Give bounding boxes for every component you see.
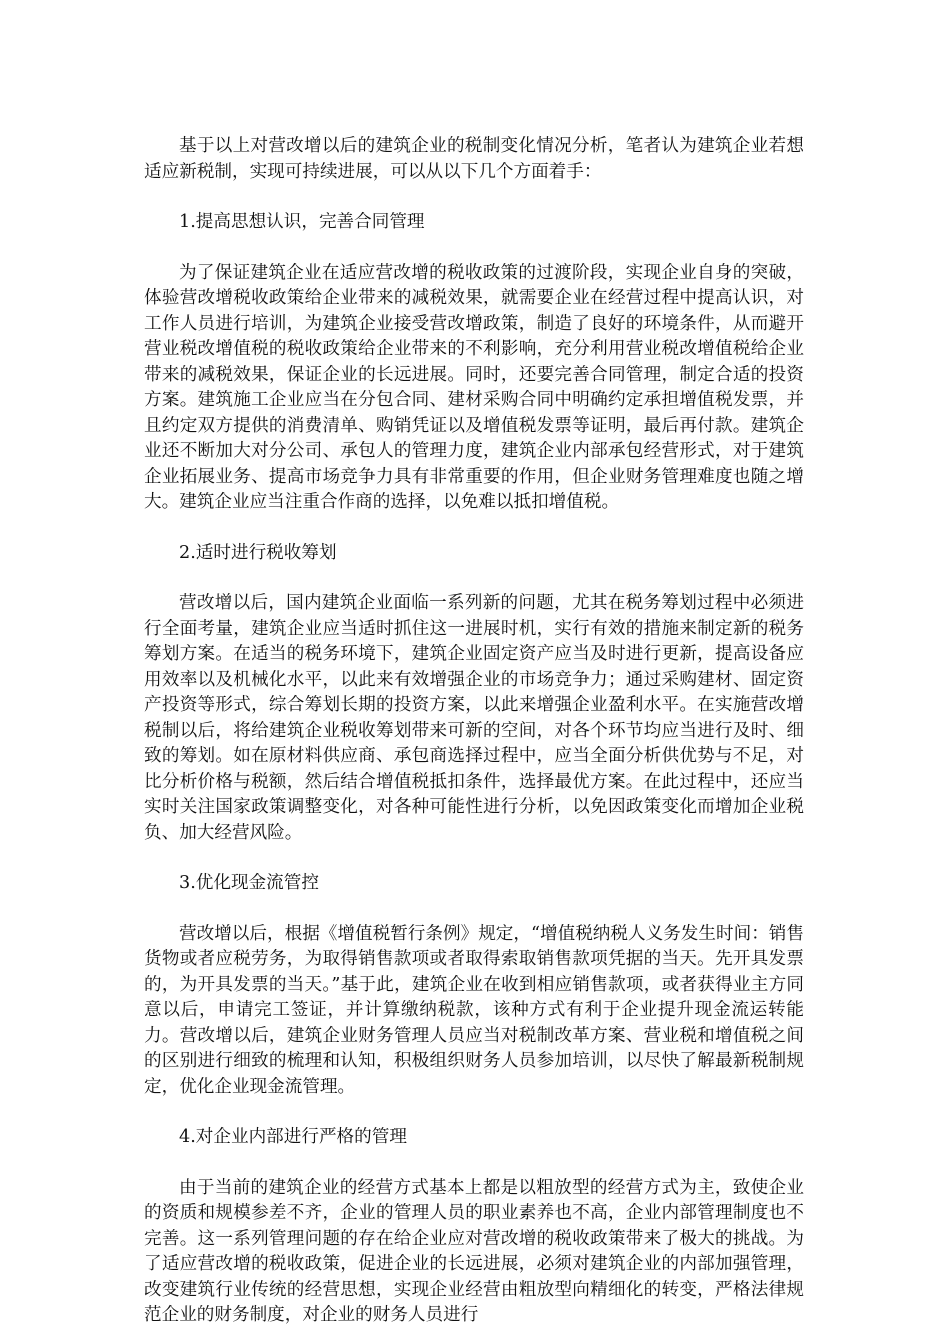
section-heading-2: 2.适时进行税收筹划 bbox=[179, 542, 337, 563]
spacer bbox=[144, 566, 804, 591]
document-page bbox=[144, 134, 804, 1329]
section-body-1: 为了保证建筑企业在适应营改增的税收政策的过渡阶段，实现企业自身的突破，体验营改增税收政策给企业带来的减税效果，就需要企业在经营过程中提高认识，对工作人员进行培训，为建筑企业接受营改增政策，制造了良好的环境条件，从而避开营业税改增值税的税收政策给企业带来的不利影响，充分利用营业税改增值税给企业带来的减税效果，保证企业的长远进展。同时，还要完善合同管理，制定合适的投资方案。建筑施工企业应当在分包合同、建材采购合同中明确约定承担增值税发票，并且约定双方提供的消费清单、购销凭证以及增值税发票等证明，最后再付款。建筑企业还不断加大对分公司、承包人的管理力度，建筑企业内部承包经营形式，对于建筑企业拓展业务、提高市场竞争力具有非常重要的作用，但企业财务管理难度也随之增大。建筑企业应当注重合作商的选择，以免难以抵扣增值税。 bbox=[144, 262, 804, 512]
spacer bbox=[144, 1100, 804, 1125]
spacer bbox=[144, 1151, 804, 1176]
spacer bbox=[144, 897, 804, 922]
intro-paragraph: 基于以上对营改增以后的建筑企业的税制变化情况分析，笔者认为建筑企业若想适应新税制，实现可持续进展，可以从以下几个方面着手： bbox=[144, 136, 804, 182]
spacer bbox=[144, 185, 804, 210]
section-body-4: 由于当前的建筑企业的经营方式基本上都是以粗放型的经营方式为主，致使企业的资质和规模参差不齐，企业的管理人员的职业素养也不高，企业内部管理制度也不完善。这一系列管理问题的存在给企业应对营改增的税收政策带来了极大的挑战。为了适应营改增的税收政策，促进企业的长远进展，必须对建筑企业的内部加强管理，改变建筑行业传统的经营思想，实现企业经营由粗放型向精细化的转变，严格法律规范企业的财务制度，对企业的财务人员进行 bbox=[144, 1177, 804, 1325]
section-body-3: 营改增以后，根据《增值税暂行条例》规定，“增值税纳税人义务发生时间：销售货物或者应税劳务，为取得销售款项或者取得索取销售款项凭据的当天。先开具发票的，为开具发票的当天。”基于此，建筑企业在收到相应销售款项，或者获得业主方同意以后，申请完工签证，并计算缴纳税款，该种方式有利于企业提升现金流运转能力。营改增以后，建筑企业财务管理人员应当对税制改革方案、营业税和增值税之间的区别进行细致的梳理和认知，积极组织财务人员参加培训，以尽快了解最新税制规定，优化企业现金流管理。 bbox=[144, 923, 804, 1097]
spacer bbox=[144, 516, 804, 541]
section-body-2: 营改增以后，国内建筑企业面临一系列新的问题，尤其在税务筹划过程中必须进行全面考量，建筑企业应当适时抓住这一进展时机，实行有效的措施来制定新的税务筹划方案。在适当的税务环境下，建筑企业固定资产应当及时进行更新，提高设备应用效率以及机械化水平，以此来有效增强企业的市场竞争力；通过采购建材、固定资产投资等形式，综合筹划长期的投资方案，以此来增强企业盈利水平。在实施营改增税制以后，将给建筑企业税收筹划带来可新的空间，对各个环节均应当进行及时、细致的筹划。如在原材料供应商、承包商选择过程中，应当全面分析供优势与不足，对比分析价格与税额，然后结合增值税抵扣条件，选择最优方案。在此过程中，还应当实时关注国家政策调整变化，对各种可能性进行分析，以免因政策变化而增加企业税负、加大经营风险。 bbox=[144, 593, 804, 843]
section-heading-4: 4.对企业内部进行严格的管理 bbox=[179, 1127, 407, 1147]
spacer bbox=[144, 846, 804, 871]
spacer bbox=[144, 236, 804, 261]
section-heading-3: 3.优化现金流管控 bbox=[179, 873, 319, 893]
section-heading-1: 1.提高思想认识，完善合同管理 bbox=[179, 212, 425, 232]
